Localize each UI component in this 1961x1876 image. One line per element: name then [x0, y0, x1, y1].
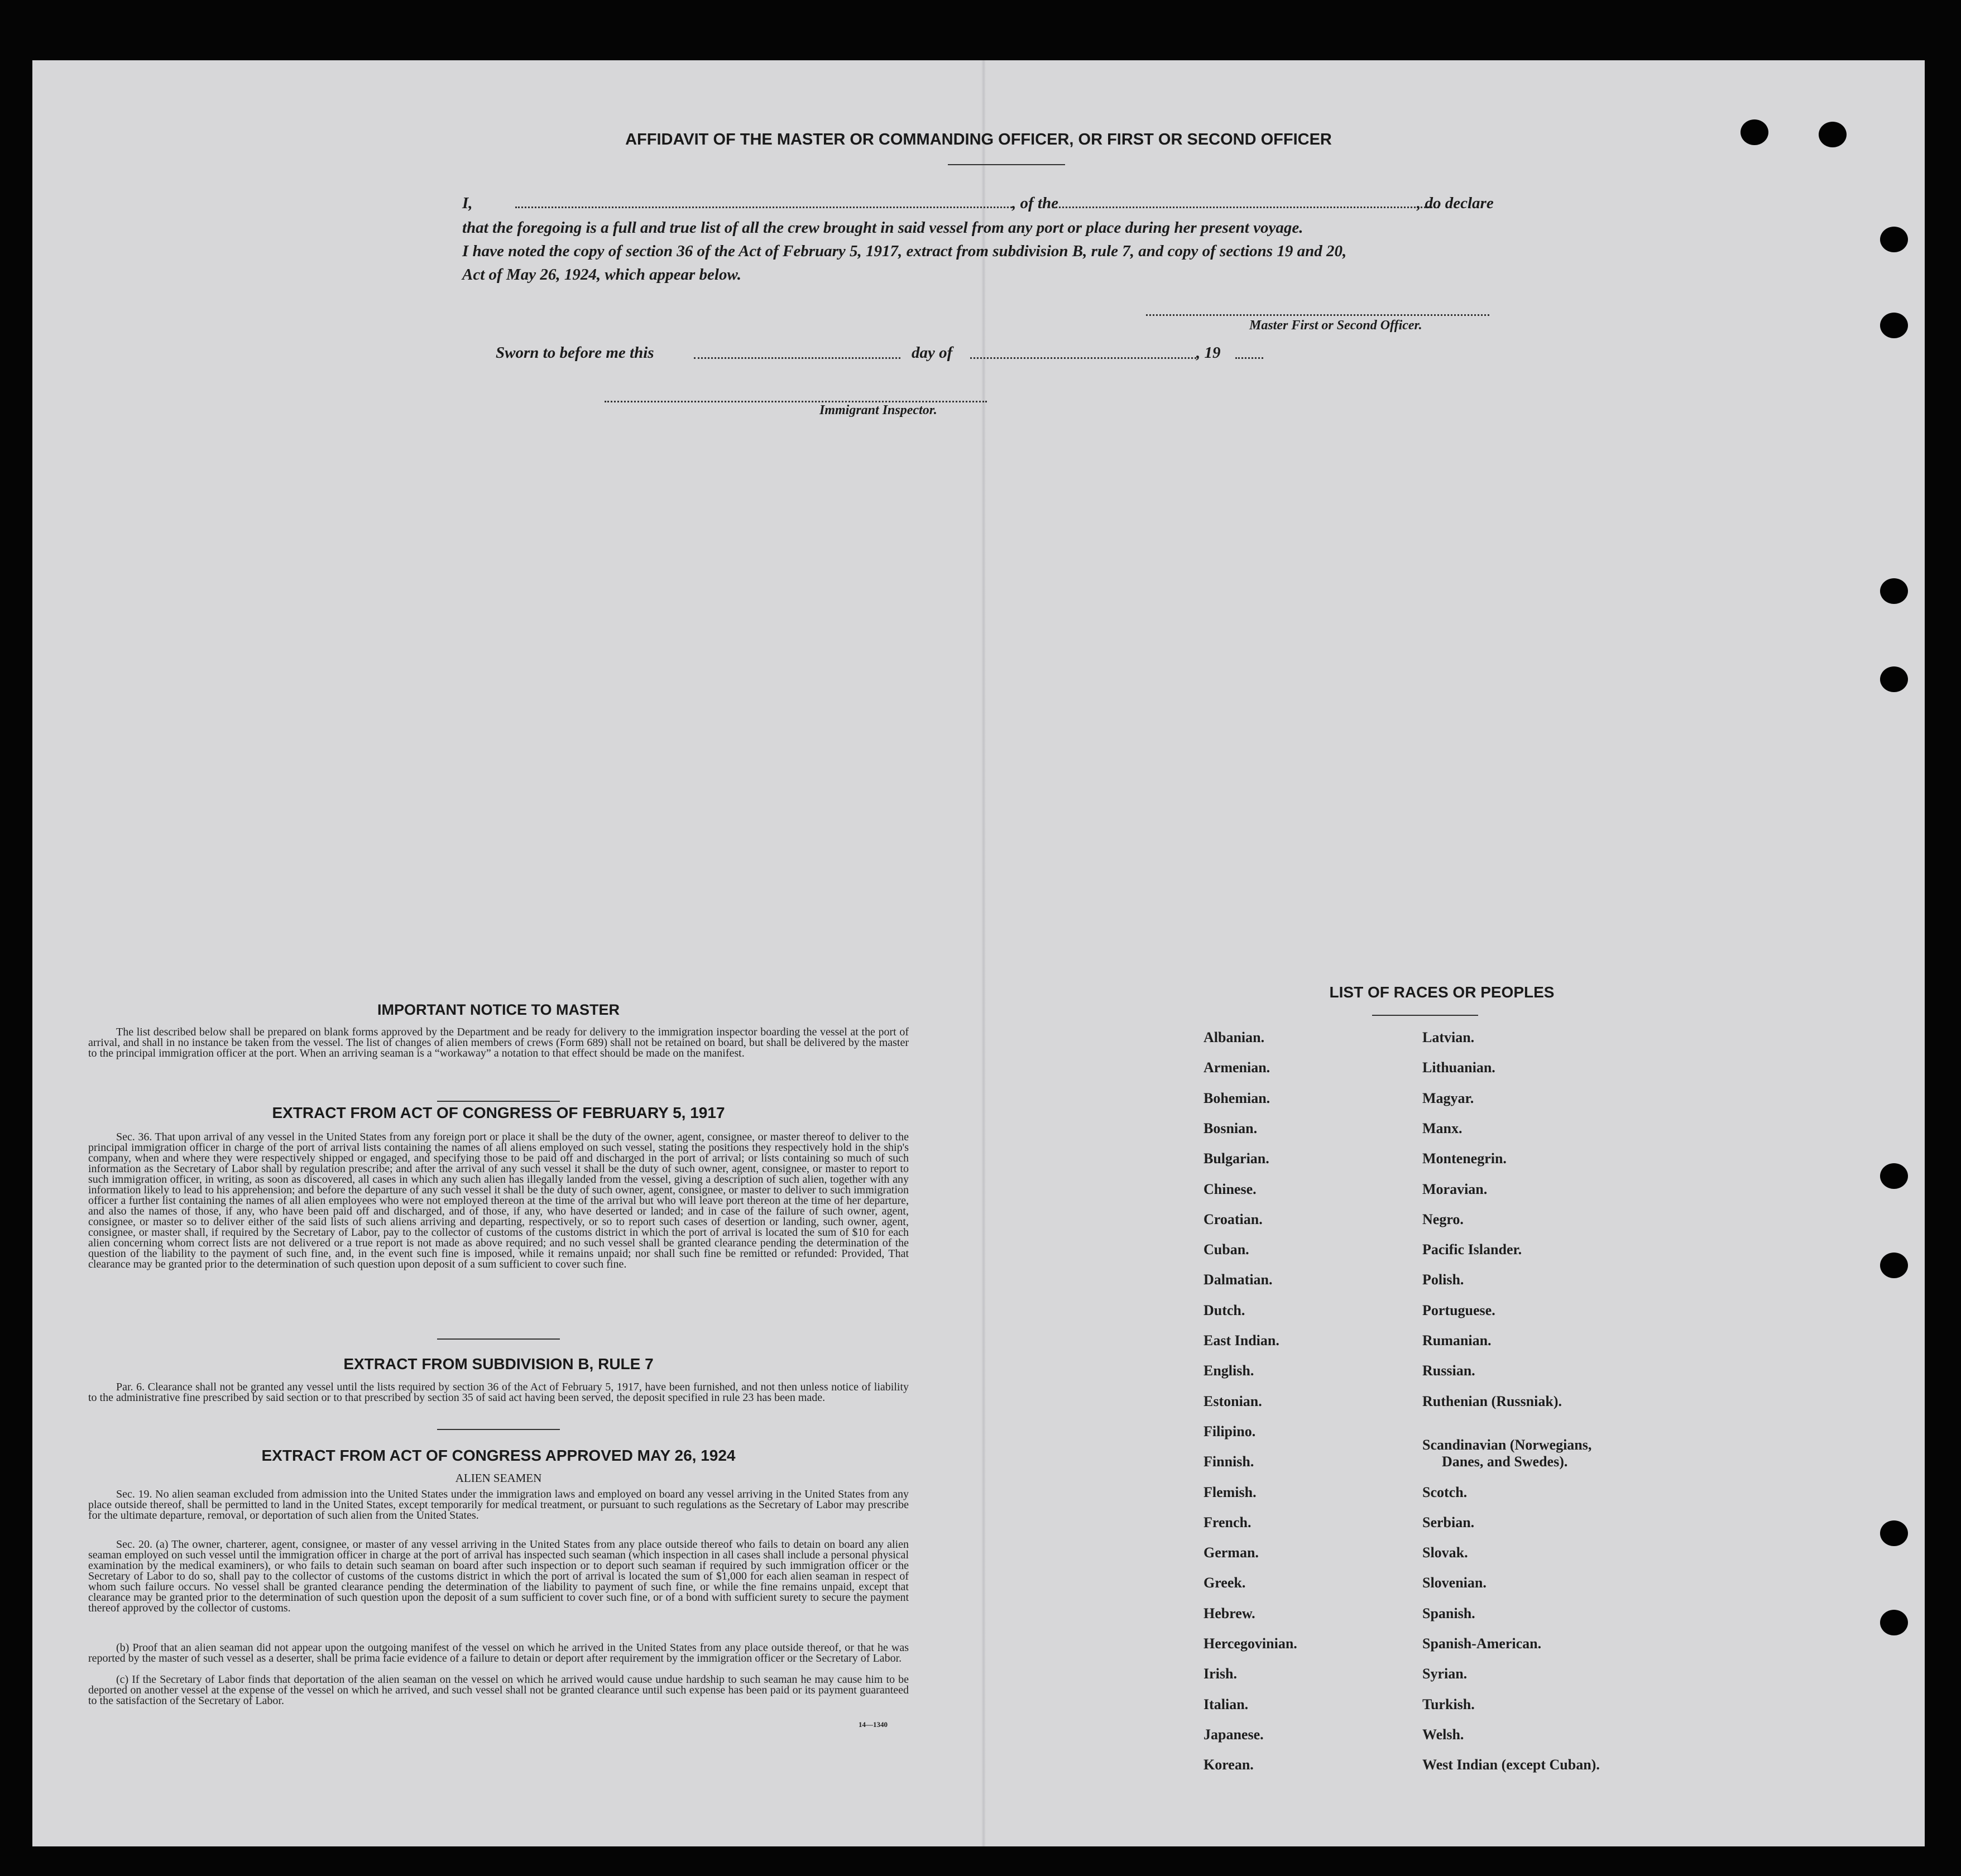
race-item: Scotch. [1422, 1484, 1468, 1500]
race-item: Irish. [1204, 1666, 1237, 1682]
affidavit-line-3: I have noted the copy of section 36 of the Act of February 5, 1917, extract from subdivision B, rule 7, and copy of sections 19 and 20, [462, 242, 1347, 260]
sworn-label: Sworn to before me this [496, 344, 654, 362]
rule-7-rule [437, 1429, 560, 1430]
race-item: Bohemian. [1204, 1090, 1270, 1106]
race-item: French. [1204, 1514, 1252, 1530]
punch-hole [1880, 666, 1908, 692]
master-signature-line [1146, 314, 1489, 316]
race-item: Danes, and Swedes). [1442, 1453, 1568, 1470]
race-item: Portuguese. [1422, 1302, 1495, 1318]
race-item: Negro. [1422, 1211, 1464, 1227]
punch-hole [1741, 119, 1768, 145]
affidavit-line-2: that the foregoing is a full and true list of all the crew brought in said vessel from any port or place during her present voyage. [462, 219, 1303, 237]
race-item: Hercegovinian. [1204, 1635, 1297, 1652]
sworn-day-line [694, 357, 900, 359]
race-item: Dutch. [1204, 1302, 1245, 1318]
race-item: Slovak. [1422, 1544, 1468, 1561]
rule-7-text: Par. 6. Clearance shall not be granted any vessel until the lists required by section 36 of the Act of February 5, 1917, have been furnished, and not then unless notice of liability to the administrative fine prescribed by said section or to that prescribed by section 35 of said act having been served, the deposit specified in rule 23 has been made. [88, 1381, 909, 1404]
affidavit-line-4: Act of May 26, 1924, which appear below. [462, 266, 741, 284]
race-item: Russian. [1422, 1362, 1475, 1379]
punch-hole [1880, 1520, 1908, 1546]
punch-hole [1880, 1163, 1908, 1189]
punch-hole [1880, 1253, 1908, 1278]
title-rule [948, 164, 1065, 165]
race-item: Pacific Islander. [1422, 1241, 1522, 1258]
race-item: Polish. [1422, 1272, 1464, 1288]
race-item: Magyar. [1422, 1090, 1474, 1106]
race-item: Italian. [1204, 1696, 1249, 1712]
race-item: Latvian. [1422, 1029, 1475, 1045]
extract-1917-title: EXTRACT FROM ACT OF CONGRESS OF FEBRUARY 5, 1917 [272, 1104, 725, 1121]
race-item: Moravian. [1422, 1181, 1488, 1197]
race-item: Welsh. [1422, 1726, 1464, 1743]
race-item: West Indian (except Cuban). [1422, 1757, 1600, 1773]
sec-20a-text: Sec. 20. (a) The owner, charterer, agent, consignee, or master of any vessel arriving in the United States from any place outside thereof who fails to detain on board any alien seaman employed on such vessel until the immigration officer in charge at the port of arrival has inspected such seaman (which inspection in all cases shall include a personal physical examination by the medical examiners), or who fails to detain such seaman on board after such inspection or to deport such seaman if required by such immigration officer or the Secretary of Labor to do so, shall pay to the collector of customs of the customs district in which the port of arrival is located the sum of $1,000 for each alien seaman in respect of whom such failure occurs. No vessel shall be granted clearance pending the determination of the liability to payment of such fine, or while the fine remains unpaid, except that clearance may be granted prior to the determination of such question upon the deposit of a sum sufficient to cover such fine, or of a bond with sufficient surety to secure the payment thereof approved by the collector of customs. [88, 1538, 909, 1614]
race-item: Japanese. [1204, 1726, 1264, 1743]
notice-text: The list described below shall be prepared on blank forms approved by the Department and be ready for delivery to the immigration inspector boarding the vessel at the port of arrival, and shall in no instance be taken from the vessel. The list of changes of alien members of crews (Form 689) shall not be retained on board, but shall be delivered by the master to the principal immigration officer at the port. When an arriving seaman is a “workaway” a notation to that effect should be made on the manifest. [88, 1026, 909, 1059]
race-item: Armenian. [1204, 1059, 1270, 1076]
name-line [515, 207, 1012, 208]
race-item: German. [1204, 1544, 1259, 1561]
race-item: Estonian. [1204, 1393, 1262, 1409]
master-caption: Master First or Second Officer. [1249, 318, 1422, 333]
affidavit-title: AFFIDAVIT OF THE MASTER OR COMMANDING OFFICER, OR FIRST OR SECOND OFFICER [625, 131, 1332, 148]
race-item: Spanish-American. [1422, 1635, 1542, 1652]
race-item: Korean. [1204, 1757, 1254, 1773]
punch-hole [1880, 1610, 1908, 1635]
race-item: East Indian. [1204, 1332, 1279, 1349]
year-label: , 19 [1196, 344, 1221, 362]
race-item: Syrian. [1422, 1666, 1468, 1682]
inspector-signature-line [605, 401, 987, 402]
form-number: 14—1340 [859, 1720, 888, 1729]
punch-hole [1880, 578, 1908, 604]
sworn-year-line [1235, 357, 1263, 359]
race-item: Serbian. [1422, 1514, 1475, 1530]
races-rule [1372, 1015, 1478, 1016]
of-the-label: , of the [1012, 194, 1058, 212]
sec-19-text: Sec. 19. No alien seaman excluded from admission into the United States under the immigration laws and employed on board any vessel arriving in the United States from any place outside thereof, shall be permitted to land in the United States, except temporarily for medical treatment, or pursuant to such regulations as the Secretary of Labor may prescribe for the ultimate departure, removal, or deportation of such alien from the United States. [88, 1488, 909, 1522]
race-item: Bosnian. [1204, 1120, 1258, 1136]
race-item: Scandinavian (Norwegians, [1422, 1437, 1592, 1453]
race-item: Filipino. [1204, 1423, 1256, 1440]
race-item: Rumanian. [1422, 1332, 1492, 1349]
document-sheet [32, 60, 1925, 1846]
race-item: Flemish. [1204, 1484, 1257, 1500]
vessel-line [1048, 207, 1439, 208]
punch-hole [1819, 122, 1847, 147]
inspector-caption: Immigrant Inspector. [819, 403, 937, 418]
race-item: Bulgarian. [1204, 1150, 1269, 1167]
race-item: Spanish. [1422, 1605, 1475, 1621]
punch-hole [1880, 313, 1908, 338]
notice-rule [437, 1101, 560, 1102]
extract-1924-title: EXTRACT FROM ACT OF CONGRESS APPROVED MAY 26, 1924 [261, 1447, 736, 1464]
race-item: Manx. [1422, 1120, 1463, 1136]
center-fold [981, 60, 986, 1846]
race-item: English. [1204, 1362, 1254, 1379]
day-of-label: day of [912, 344, 953, 362]
race-item: Albanian. [1204, 1029, 1265, 1045]
race-item: Montenegrin. [1422, 1150, 1507, 1167]
race-item: Ruthenian (Russniak). [1422, 1393, 1562, 1409]
race-item: Slovenian. [1422, 1575, 1487, 1591]
race-item: Croatian. [1204, 1211, 1263, 1227]
race-item: Lithuanian. [1422, 1059, 1495, 1076]
alien-seamen-subtitle: ALIEN SEAMEN [455, 1471, 542, 1485]
extract-1917-rule [437, 1338, 560, 1340]
do-declare-label: , do declare [1417, 194, 1494, 212]
punch-hole [1880, 227, 1908, 252]
notice-title: IMPORTANT NOTICE TO MASTER [377, 1001, 620, 1018]
race-item: Chinese. [1204, 1181, 1257, 1197]
rule-7-title: EXTRACT FROM SUBDIVISION B, RULE 7 [343, 1355, 654, 1373]
sworn-month-line [970, 357, 1196, 359]
race-item: Dalmatian. [1204, 1272, 1273, 1288]
sec-20c-text: (c) If the Secretary of Labor finds that deportation of the alien seaman on the vessel on which he arrived would cause undue hardship to such seaman he may cause him to be deported on another vessel at the expense of the vessel on which he arrived, and such vessel shall not be granted clearance until such expense has been paid or its payment guaranteed to the satisfaction of the Secretary of Labor. [88, 1673, 909, 1707]
i-label: I, [462, 194, 473, 212]
extract-1917-text: Sec. 36. That upon arrival of any vessel in the United States from any foreign port or place it shall be the duty of the owner, agent, consignee, or master thereof to deliver to the principal immigration officer in charge of the port of arrival lists containing the names of all aliens employed on such vessel, stating the positions they respectively hold in the ship's company, when and where they were respectively shipped or engaged, and specifying those to be paid off and discharged in the port of arrival; or lists containing so much of such information as the Secretary of Labor shall by regulation prescribe; and after the arrival of any such vessel it shall be the duty of such owner, agent, consignee, or master to report to such immigration officer, in writing, as soon as discovered, all cases in which any such alien has illegally landed from the vessel, giving a description of such alien, together with any information likely to lead to his apprehension; and before the departure of any such vessel it shall be the duty of such owner, agent, consignee, or master to deliver to such immigration officer a further list containing the names of all alien employees who were not employed thereon at the time of the arrival but who will leave port thereon at the time of her departure, and also the names of those, if any, who have been paid off and discharged, and of those, if any, who have deserted or landed; and in case of the failure of such owner, agent, consignee, or master so to deliver either of the said lists of such aliens arriving and departing, respectively, or so to report such cases of desertion or landing, such owner, agent, consignee, or master shall, if required by the Secretary of Labor, pay to the collector of customs of the customs district in which the port of arrival is located the sum of $10 for each alien concerning whom correct lists are not delivered or a true report is not made as above required; and no such vessel shall be granted clearance pending the determination of the question of the liability to the payment of such fine, and, in the event such fine is imposed, while it remains unpaid; nor shall such fine be remitted or refunded: Provided, That clearance may be granted prior to the determination of such question upon deposit of a sum sufficient to cover such fine. [88, 1131, 909, 1270]
race-item: Hebrew. [1204, 1605, 1255, 1621]
race-item: Greek. [1204, 1575, 1246, 1591]
race-item: Turkish. [1422, 1696, 1475, 1712]
sec-20b-text: (b) Proof that an alien seaman did not appear upon the outgoing manifest of the vessel on which he arrived in the United States from any place outside thereof, or that he was reported by the master of such vessel as a deserter, shall be prima facie evidence of a failure to detain or deport after requirement by the immigration officer or the Secretary of Labor. [88, 1642, 909, 1664]
race-item: Finnish. [1204, 1453, 1254, 1470]
races-title: LIST OF RACES OR PEOPLES [1329, 983, 1555, 1001]
race-item: Cuban. [1204, 1241, 1249, 1258]
